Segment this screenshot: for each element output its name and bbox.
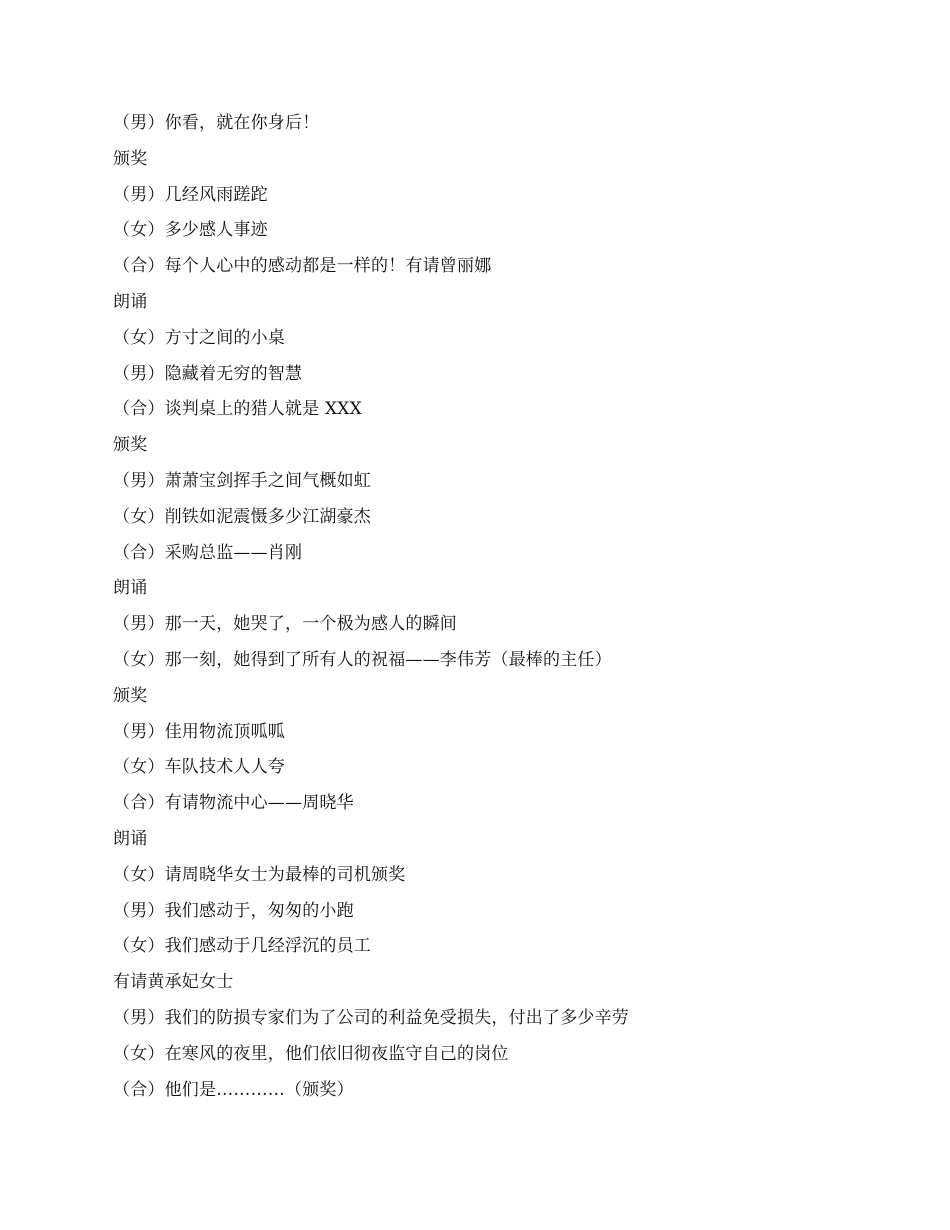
script-line: （合）每个人心中的感动都是一样的！有请曾丽娜 [113,256,492,277]
script-line: （女）在寒风的夜里，他们依旧彻夜监守自己的岗位 [113,1043,509,1064]
script-line: 颁奖 [113,435,148,456]
script-line: （男）你看，就在你身后！ [113,113,320,133]
script-line: （女）削铁如泥震慑多少江湖豪杰 [113,506,371,527]
script-line: （女）多少感人事迹 [113,220,268,241]
script-line: （男）萧萧宝剑挥手之间气概如虹 [113,470,371,491]
script-line: （男）佳用物流顶呱呱 [113,721,285,742]
script-line: 朗诵 [113,828,148,849]
script-line: （合）他们是…………（颁奖） [113,1079,354,1100]
script-line: 朗诵 [113,291,148,312]
script-line: 有请黄承妃女士 [113,972,234,993]
script-line: （合）有请物流中心——周晓华 [113,793,354,814]
script-line: （女）我们感动于几经浮沉的员工 [113,936,371,957]
script-line: （男）那一天，她哭了，一个极为感人的瞬间 [113,614,457,635]
script-line: （女）方寸之间的小桌 [113,327,285,348]
script-line: （男）几经风雨蹉跎 [113,184,268,205]
script-line: （女）那一刻，她得到了所有人的祝福——李伟芳（最棒的主任） [113,649,612,670]
script-line: （女）车队技术人人夸 [113,757,285,778]
script-line: （合）谈判桌上的猎人就是 XXX [113,399,362,420]
script-line: 朗诵 [113,578,148,599]
script-line: （男）我们的防损专家们为了公司的利益免受损失，付出了多少辛劳 [113,1007,629,1028]
script-line: （男）隐藏着无穷的智慧 [113,363,303,384]
script-line: （合）采购总监——肖刚 [113,542,303,563]
script-line: 颁奖 [113,685,148,706]
script-lines [113,106,873,1108]
script-line: （女）请周晓华女士为最棒的司机颁奖 [113,864,406,885]
script-line: 颁奖 [113,148,148,169]
script-line: （男）我们感动于，匆匆的小跑 [113,900,354,921]
